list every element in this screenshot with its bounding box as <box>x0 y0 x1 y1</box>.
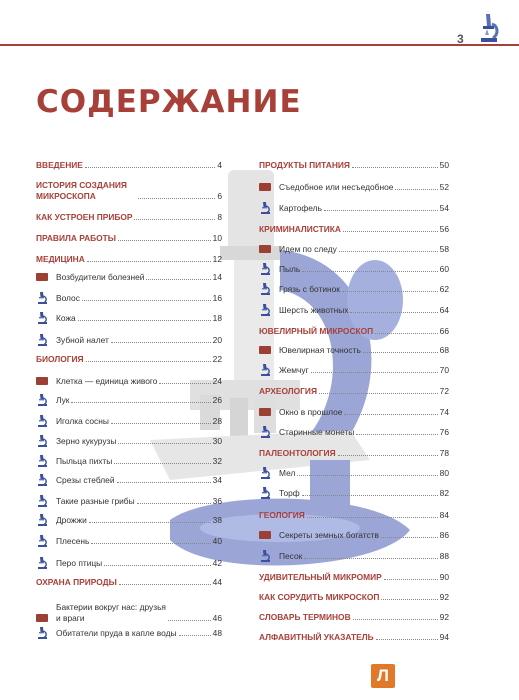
toc-page-number: 82 <box>439 488 449 498</box>
toc-entry-label: Окно в прошлое <box>279 407 343 417</box>
microscope-icon <box>36 435 49 447</box>
toc-page-number: 70 <box>439 365 449 375</box>
toc-page-number: 30 <box>212 436 222 446</box>
toc-page-number: 78 <box>439 448 449 458</box>
toc-page-number: 12 <box>212 254 222 264</box>
toc-page-number: 80 <box>439 468 449 478</box>
dot-leader <box>395 189 437 190</box>
toc-page-number: 54 <box>439 203 449 213</box>
dot-leader <box>104 565 210 566</box>
toc-entry <box>36 395 222 406</box>
toc-entry-label: Клетка — единица живого <box>56 376 158 386</box>
toc-entry <box>36 456 222 467</box>
toc-page-number: 4 <box>217 160 222 170</box>
dot-leader <box>311 372 438 373</box>
toc-entry-label: Волос <box>56 293 80 303</box>
microscope-icon <box>259 550 272 562</box>
toc-page-number: 66 <box>439 326 449 336</box>
toc-entry-label: Мел <box>279 468 296 478</box>
toc-page-number: 84 <box>439 510 449 520</box>
toc-entry <box>36 558 222 569</box>
toc-page-number: 72 <box>439 386 449 396</box>
toc-entry-label: ЮВЕЛИРНЫЙ МИКРОСКОП <box>259 326 374 336</box>
microscope-icon <box>259 202 272 214</box>
toc-entry <box>259 632 449 643</box>
dot-leader <box>344 414 437 415</box>
microscope-icon <box>259 487 272 499</box>
toc-page-number: 60 <box>439 264 449 274</box>
toc-entry-label: Съедобное или несъедобное <box>279 182 394 192</box>
dot-leader <box>352 167 438 168</box>
toc-entry <box>259 284 449 295</box>
toc-entry-label: ОХРАНА ПРИРОДЫ <box>36 577 117 587</box>
toc-page-number: 34 <box>212 475 222 485</box>
toc-entry-label: Грязь с ботинок <box>279 284 340 294</box>
microscope-icon <box>36 557 49 569</box>
toc-entry <box>259 264 449 275</box>
toc-entry <box>36 515 222 526</box>
toc-entry-label: Зерно кукурузы <box>56 436 117 446</box>
dot-leader <box>159 383 210 384</box>
toc-entry <box>259 244 449 255</box>
toc-page-number: 8 <box>217 212 222 222</box>
toc-entry-label: Срезы стеблей <box>56 475 115 485</box>
microscope-icon <box>36 495 49 507</box>
dot-leader <box>319 393 438 394</box>
toc-entry-label: Иголка сосны <box>56 416 109 426</box>
toc-page-number: 46 <box>212 613 222 623</box>
microscope-icon <box>259 426 272 438</box>
toc-entry <box>36 180 222 202</box>
toc-entry-label: АРХЕОЛОГИЯ <box>259 386 317 396</box>
toc-page-number: 44 <box>212 577 222 587</box>
toc-entry <box>259 448 449 459</box>
toc-page-number: 32 <box>212 456 222 466</box>
toc-entry-label: Картофель <box>279 203 322 213</box>
toc-page-number: 26 <box>212 395 222 405</box>
dot-leader <box>118 443 210 444</box>
toc-entry <box>36 160 222 171</box>
dot-leader <box>302 271 437 272</box>
book-icon <box>36 614 48 622</box>
toc-page-number: 16 <box>212 293 222 303</box>
toc-page-number: 92 <box>439 592 449 602</box>
toc-entry <box>36 254 222 265</box>
dot-leader <box>117 482 211 483</box>
toc-page-number: 6 <box>217 191 222 201</box>
toc-entry <box>259 182 449 193</box>
dot-leader <box>363 352 438 353</box>
toc-page-number: 40 <box>212 536 222 546</box>
dot-leader <box>350 312 437 313</box>
book-icon <box>259 346 271 354</box>
toc-entry-label: ПРАВИЛА РАБОТЫ <box>36 233 116 243</box>
toc-entry-label: БИОЛОГИЯ <box>36 354 84 364</box>
dot-leader <box>343 231 438 232</box>
toc-entry-label: МЕДИЦИНА <box>36 254 85 264</box>
toc-entry-label: Шерсть животных <box>279 305 349 315</box>
dot-leader <box>376 639 438 640</box>
toc-entry <box>36 436 222 447</box>
dot-leader <box>375 333 438 334</box>
dot-leader <box>353 619 438 620</box>
book-icon <box>259 245 271 253</box>
toc-entry-label: Дрожжи <box>56 515 87 525</box>
toc-page-number: 52 <box>439 182 449 192</box>
microscope-icon <box>36 292 49 304</box>
dot-leader <box>356 434 437 435</box>
toc-page-number: 20 <box>212 335 222 345</box>
microscope-icon <box>259 283 272 295</box>
toc-entry <box>259 468 449 479</box>
microscope-icon <box>36 312 49 324</box>
toc-page-number: 62 <box>439 284 449 294</box>
microscope-icon <box>36 415 49 427</box>
book-icon <box>36 377 48 385</box>
toc-entry <box>36 233 222 244</box>
dot-leader <box>304 558 437 559</box>
toc-entry <box>259 530 449 541</box>
dot-leader <box>324 210 438 211</box>
toc-entry <box>259 345 449 356</box>
toc-entry-label: Кожа <box>56 313 76 323</box>
toc-entry <box>259 488 449 499</box>
microscope-icon <box>36 514 49 526</box>
toc-page-number: 94 <box>439 632 449 642</box>
toc-entry <box>259 427 449 438</box>
toc-page-number: 36 <box>212 496 222 506</box>
toc-entry <box>36 416 222 427</box>
microscope-icon <box>36 627 49 639</box>
toc-entry-label: Торф <box>279 488 300 498</box>
dot-leader <box>78 320 211 321</box>
dot-leader <box>381 599 437 600</box>
toc-page-number: 56 <box>439 224 449 234</box>
microscope-icon <box>259 304 272 316</box>
publisher-logo: Л <box>371 664 395 688</box>
toc-page-number: 74 <box>439 407 449 417</box>
dot-leader <box>86 361 211 362</box>
dot-leader <box>146 279 210 280</box>
toc-entry-label: Ювелирная точность <box>279 345 361 355</box>
toc-entry <box>36 376 222 387</box>
toc-entry-label: Зубной налет <box>56 335 109 345</box>
dot-leader <box>381 537 438 538</box>
toc-entry <box>259 551 449 562</box>
dot-leader <box>71 402 210 403</box>
toc-page-number: 22 <box>212 354 222 364</box>
toc-entry <box>36 602 222 624</box>
toc-entry <box>36 313 222 324</box>
toc-entry <box>259 510 449 521</box>
toc-entry-label: ГЕОЛОГИЯ <box>259 510 305 520</box>
dot-leader <box>179 635 211 636</box>
dot-leader <box>342 291 438 292</box>
toc-entry <box>36 212 222 223</box>
page-title: СОДЕРЖАНИЕ <box>36 84 302 120</box>
dot-leader <box>114 463 210 464</box>
toc-entry <box>259 224 449 235</box>
dot-leader <box>137 503 211 504</box>
toc-page-number: 24 <box>212 376 222 386</box>
toc-page-number: 76 <box>439 427 449 437</box>
toc-entry-label: Лук <box>56 395 70 405</box>
dot-leader <box>302 495 438 496</box>
book-icon <box>259 408 271 416</box>
toc-entry-label: Возбудители болезней <box>56 272 145 282</box>
toc-entry <box>259 612 449 623</box>
dot-leader <box>138 198 215 199</box>
dot-leader <box>384 579 438 580</box>
toc-page-number: 88 <box>439 551 449 561</box>
toc-entry-label: КАК УСТРОЕН ПРИБОР <box>36 212 133 222</box>
header-rule <box>0 44 519 46</box>
toc-entry-label: Такие разные грибы <box>56 496 135 506</box>
toc-entry <box>259 407 449 418</box>
dot-leader <box>297 475 437 476</box>
toc-entry-label: Пыльца пихты <box>56 456 113 466</box>
toc-entry-label: СЛОВАРЬ ТЕРМИНОВ <box>259 612 351 622</box>
dot-leader <box>91 543 210 544</box>
dot-leader <box>338 455 438 456</box>
toc-entry <box>36 496 222 507</box>
dot-leader <box>339 251 438 252</box>
toc-page-number: 86 <box>439 530 449 540</box>
toc-entry <box>259 365 449 376</box>
dot-leader <box>111 423 211 424</box>
toc-entry-label: Старинные монеты <box>279 427 355 437</box>
dot-leader <box>307 517 438 518</box>
toc-page-number: 10 <box>212 233 222 243</box>
toc-entry <box>36 475 222 486</box>
toc-page-number: 68 <box>439 345 449 355</box>
book-icon <box>259 531 271 539</box>
toc-entry <box>259 203 449 214</box>
toc-page-number: 50 <box>439 160 449 170</box>
toc-entry-label: КРИМИНАЛИСТИКА <box>259 224 341 234</box>
toc-entry-label: ВВЕДЕНИЕ <box>36 160 83 170</box>
toc-entry-label: Пыль <box>279 264 301 274</box>
microscope-icon <box>478 12 500 44</box>
toc-page-number: 42 <box>212 558 222 568</box>
toc-entry <box>36 628 222 639</box>
dot-leader <box>119 584 211 585</box>
toc-page-number: 14 <box>212 272 222 282</box>
toc-page-number: 90 <box>439 572 449 582</box>
microscope-icon <box>36 455 49 467</box>
book-icon <box>36 273 48 281</box>
toc-entry-label: ПРОДУКТЫ ПИТАНИЯ <box>259 160 350 170</box>
toc-entry-label: ПАЛЕОНТОЛОГИЯ <box>259 448 336 458</box>
toc-entry <box>36 293 222 304</box>
toc-page-number: 18 <box>212 313 222 323</box>
microscope-icon <box>36 334 49 346</box>
toc-page-number: 48 <box>212 628 222 638</box>
dot-leader <box>134 219 215 220</box>
toc-entry-label: КАК СОРУДИТЬ МИКРОСКОП <box>259 592 380 602</box>
microscope-icon <box>259 364 272 376</box>
toc-entry-label: Плесень <box>56 536 90 546</box>
toc-entry <box>259 326 449 337</box>
toc-entry-label: ИСТОРИЯ СОЗДАНИЯ МИКРОСКОПА <box>36 180 127 201</box>
dot-leader <box>168 620 211 621</box>
toc-page-number: 58 <box>439 244 449 254</box>
toc-entry <box>36 335 222 346</box>
page-number: 3 <box>457 32 464 46</box>
microscope-icon <box>36 535 49 547</box>
toc-entry <box>259 305 449 316</box>
microscope-icon <box>259 263 272 275</box>
toc-entry-label: Жемчуг <box>279 365 309 375</box>
microscope-icon <box>36 394 49 406</box>
toc-entry-label: Обитатели пруда в капле воды <box>56 628 177 638</box>
toc-entry <box>259 386 449 397</box>
toc-entry-label: Перо птицы <box>56 558 103 568</box>
toc-page-number: 28 <box>212 416 222 426</box>
toc-entry-label: Песок <box>279 551 303 561</box>
dot-leader <box>82 300 211 301</box>
microscope-icon <box>259 467 272 479</box>
toc-page-number: 92 <box>439 612 449 622</box>
toc-entry-label: Идем по следу <box>279 244 337 254</box>
toc-entry-label: АЛФАВИТНЫЙ УКАЗАТЕЛЬ <box>259 632 374 642</box>
dot-leader <box>89 522 211 523</box>
dot-leader <box>87 261 211 262</box>
dot-leader <box>85 167 215 168</box>
book-icon <box>259 183 271 191</box>
toc-entry <box>259 592 449 603</box>
toc-page-number: 64 <box>439 305 449 315</box>
toc-entry <box>36 272 222 283</box>
toc-entry-label: Бактерии вокруг нас: друзья и враги <box>56 602 166 623</box>
toc-entry <box>36 577 222 588</box>
toc-entry <box>36 354 222 365</box>
dot-leader <box>118 240 211 241</box>
toc-entry-label: УДИВИТЕЛЬНЫЙ МИКРОМИР <box>259 572 382 582</box>
toc-entry-label: Секреты земных богатств <box>279 530 379 540</box>
toc-entry <box>259 160 449 171</box>
toc-entry <box>259 572 449 583</box>
dot-leader <box>111 342 211 343</box>
microscope-icon <box>36 474 49 486</box>
toc-entry <box>36 536 222 547</box>
toc-page-number: 38 <box>212 515 222 525</box>
